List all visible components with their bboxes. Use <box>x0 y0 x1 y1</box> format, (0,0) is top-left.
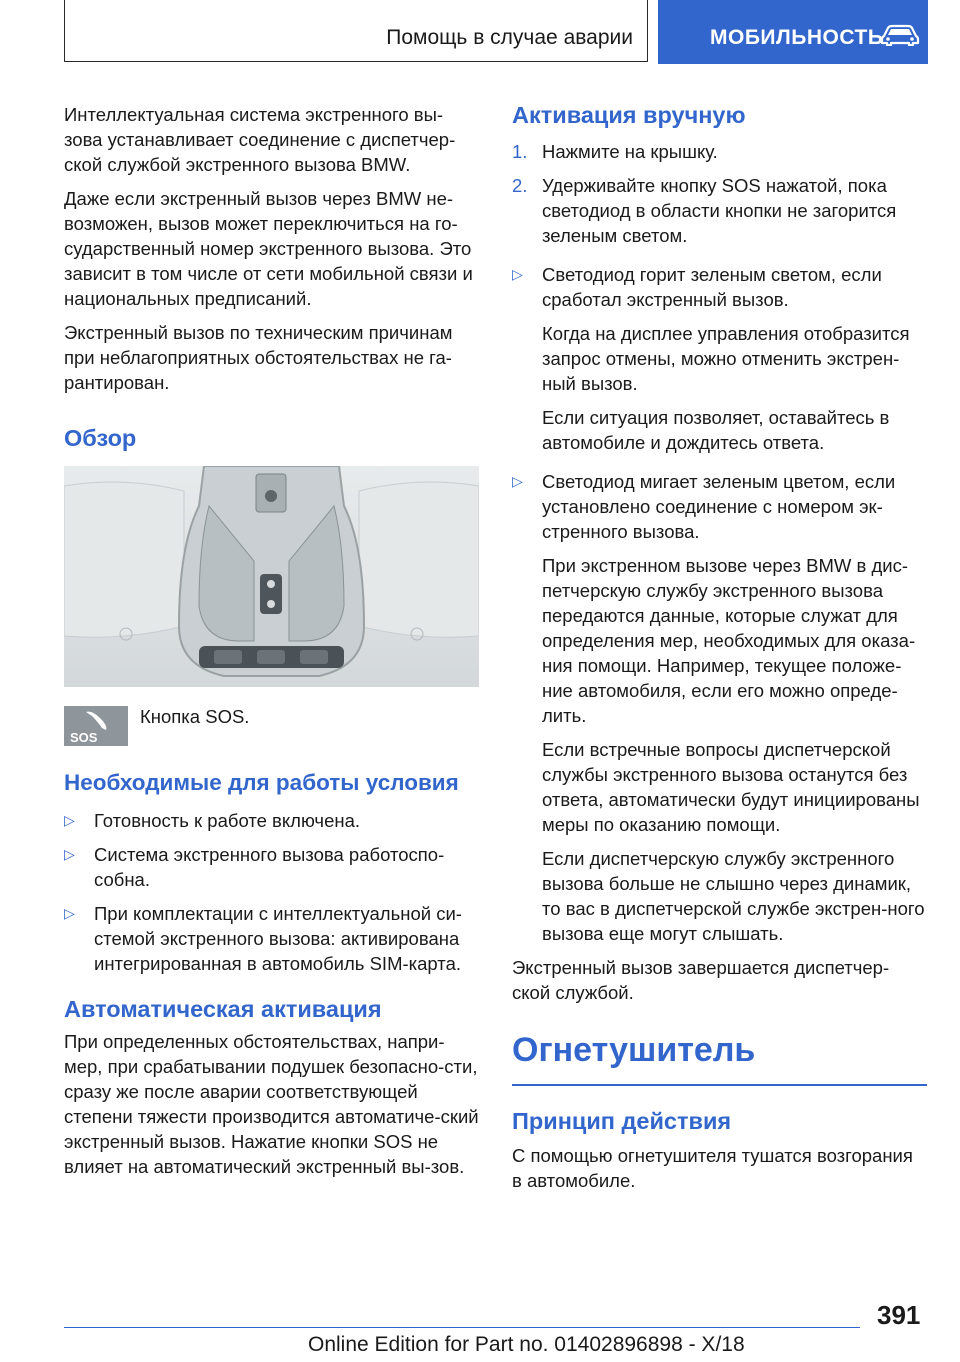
page-number: 391 <box>877 1300 921 1330</box>
footer-text: Online Edition for Part no. 01402896898 - X/18 <box>308 1333 745 1356</box>
auto-activation-heading: Автоматическая активация <box>64 996 382 1022</box>
sos-legend <box>64 706 479 754</box>
extinguisher-heading: Огнетушитель <box>512 1031 756 1069</box>
left-column <box>64 102 479 1188</box>
intro-paragraph: Интеллектуальная система экстренного вы-зова устанавливает соединение с диспетчер-ской службой экстренного вызова BMW. <box>64 104 456 175</box>
principle-heading: Принцип действия <box>512 1108 732 1134</box>
principle-text: С помощью огнетушителя тушатся возгорания в автомобиле. <box>512 1145 913 1191</box>
sos-button-icon <box>64 706 128 746</box>
step-item: 1. Нажмите на крышку. <box>512 141 718 162</box>
triangle-bullet-icon: ▷ <box>512 473 523 489</box>
step-item: 2. Удерживайте кнопку SOS нажатой, пока светодиод в области кнопки не загорится зеленым светом. <box>512 175 897 246</box>
section-title: Помощь в случае аварии <box>386 26 633 49</box>
page-header <box>64 0 928 64</box>
list-item: ▷ Светодиод мигает зеленым цветом, если установлено соединение с номером эк-стренного вызова. <box>512 471 896 542</box>
sub-paragraph: Если ситуация позволяет, оставайтесь в автомобиле и дождитесь ответа. <box>542 407 890 453</box>
list-item: ▷ Светодиод горит зеленым светом, если сработал экстренный вызов. <box>512 264 882 310</box>
section-tab <box>64 0 648 62</box>
sub-paragraph: Если диспетчерскую службу экстренного вызова больше не слышно через динамик, то вас в диспетчерской службе экстрен-ного вызова еще могут слышать. <box>542 848 925 944</box>
triangle-bullet-icon: ▷ <box>64 812 75 828</box>
footer-divider <box>64 1327 860 1328</box>
end-text: Экстренный вызов завершается диспетчер-ской службой. <box>512 957 890 1003</box>
section-divider <box>512 1084 927 1086</box>
overhead-console-image <box>64 466 479 687</box>
right-column <box>512 102 927 1202</box>
sos-label: Кнопка SOS. <box>140 706 250 727</box>
triangle-bullet-icon: ▷ <box>512 266 523 282</box>
triangle-bullet-icon: ▷ <box>64 905 75 921</box>
manual-activation-heading: Активация вручную <box>512 102 746 128</box>
triangle-bullet-icon: ▷ <box>64 846 75 862</box>
sub-paragraph: Когда на дисплее управления отобразится запрос отмены, можно отменить экстрен-ный вызов. <box>542 323 910 394</box>
sos-icon-text: SOS <box>70 730 98 745</box>
sub-paragraph: При экстренном вызове через BMW в дис-петчерскую службу экстренного вызова передаются данные, которые служат для определения мер, необходимых для оказа-ния помощи. Например, текущее положе-ние автомобиля, если его можно опреде-лить. <box>542 555 916 726</box>
intro-paragraph: Даже если экстренный вызов через BMW не-возможен, вызов может переключиться на го-сударственный номер экстренного вызова. Это зависит в том числе от сети мобильной связи и национальных предписаний. <box>64 188 473 309</box>
chapter-title: МОБИЛЬНОСТЬ <box>710 26 884 49</box>
intro-paragraph: Экстренный вызов по техническим причинам при неблагоприятных обстоятельствах не га-рантирован. <box>64 322 453 393</box>
overview-heading: Обзор <box>64 425 137 451</box>
auto-activation-text: При определенных обстоятельствах, напри-мер, при срабатывании подушек безопасно-сти, сразу же после аварии соответствующей степени тяжести производится автоматиче-ский экстренный вызов. Нажатие кнопки SOS не влияет на автоматический экстренный вы-зов. <box>64 1031 479 1177</box>
car-icon <box>880 22 920 46</box>
conditions-heading: Необходимые для работы условия <box>64 770 459 795</box>
list-item: ▷ Готовность к работе включена. <box>64 810 361 831</box>
list-item: ▷ Система экстренного вызова работоспо-собна. <box>64 844 445 890</box>
chapter-tab <box>658 0 928 64</box>
sub-paragraph: Если встречные вопросы диспетчерской службы экстренного вызова останутся без ответа, автоматически будут инициированы меры по оказанию помощи. <box>542 739 920 835</box>
list-item: ▷ При комплектации с интеллектуальной си-стемой экстренного вызова: активирована интегрированная в автомобиль SIM-карта. <box>64 903 462 974</box>
